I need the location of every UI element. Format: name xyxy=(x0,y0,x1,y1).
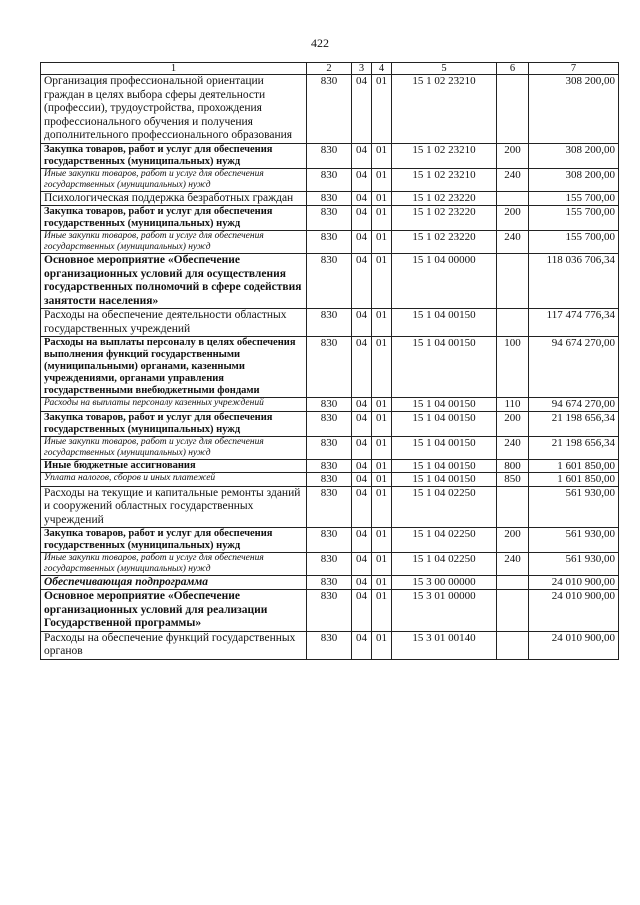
column-header-1: 1 xyxy=(41,63,307,75)
row-name-cell: Расходы на обеспечение функций государственных органов xyxy=(41,631,307,659)
row-name-cell: Основное мероприятие «Обеспечение организационных условий для реализации Государственной программы» xyxy=(41,590,307,632)
table-row xyxy=(41,631,619,659)
row-amount-cell: 94 674 270,00 xyxy=(529,337,619,398)
row-expense-type-cell: 240 xyxy=(497,231,529,254)
table-row xyxy=(41,553,619,576)
row-target-article-cell: 15 1 04 02250 xyxy=(392,486,497,528)
row-name-cell: Иные закупки товаров, работ и услуг для обеспечения государственных (муниципальных) нужд xyxy=(41,436,307,459)
row-target-article-cell: 15 3 01 00140 xyxy=(392,631,497,659)
row-amount-cell: 155 700,00 xyxy=(529,191,619,206)
row-section-cell: 04 xyxy=(352,254,372,309)
row-expense-type-cell xyxy=(497,590,529,632)
row-amount-cell: 24 010 900,00 xyxy=(529,590,619,632)
row-expense-type-cell xyxy=(497,576,529,590)
row-subsection-cell: 01 xyxy=(372,631,392,659)
row-target-article-cell: 15 1 04 00150 xyxy=(392,459,497,473)
row-target-article-cell: 15 1 04 02250 xyxy=(392,528,497,553)
row-code-cell: 830 xyxy=(307,337,352,398)
row-expense-type-cell: 800 xyxy=(497,459,529,473)
row-section-cell: 04 xyxy=(352,459,372,473)
row-target-article-cell: 15 1 04 00150 xyxy=(392,436,497,459)
row-amount-cell: 561 930,00 xyxy=(529,486,619,528)
column-header-3: 3 xyxy=(352,63,372,75)
row-code-cell: 830 xyxy=(307,231,352,254)
row-expense-type-cell: 200 xyxy=(497,411,529,436)
row-target-article-cell: 15 1 02 23210 xyxy=(392,75,497,144)
row-target-article-cell: 15 1 04 00000 xyxy=(392,254,497,309)
row-section-cell: 04 xyxy=(352,473,372,487)
row-subsection-cell: 01 xyxy=(372,590,392,632)
row-subsection-cell: 01 xyxy=(372,411,392,436)
table-row xyxy=(41,168,619,191)
row-code-cell: 830 xyxy=(307,168,352,191)
row-expense-type-cell xyxy=(497,75,529,144)
row-amount-cell: 21 198 656,34 xyxy=(529,411,619,436)
row-code-cell: 830 xyxy=(307,398,352,412)
row-expense-type-cell: 240 xyxy=(497,168,529,191)
row-name-cell: Расходы на обеспечение деятельности областных государственных учреждений xyxy=(41,309,307,337)
row-subsection-cell: 01 xyxy=(372,254,392,309)
row-target-article-cell: 15 3 00 00000 xyxy=(392,576,497,590)
row-target-article-cell: 15 1 04 00150 xyxy=(392,411,497,436)
row-subsection-cell: 01 xyxy=(372,191,392,206)
row-amount-cell: 94 674 270,00 xyxy=(529,398,619,412)
row-target-article-cell: 15 1 04 00150 xyxy=(392,337,497,398)
row-amount-cell: 24 010 900,00 xyxy=(529,576,619,590)
row-subsection-cell: 01 xyxy=(372,576,392,590)
row-name-cell: Иные закупки товаров, работ и услуг для обеспечения государственных (муниципальных) нужд xyxy=(41,168,307,191)
column-header-4: 4 xyxy=(372,63,392,75)
row-target-article-cell: 15 1 04 00150 xyxy=(392,398,497,412)
row-amount-cell: 561 930,00 xyxy=(529,553,619,576)
row-subsection-cell: 01 xyxy=(372,206,392,231)
row-target-article-cell: 15 3 01 00000 xyxy=(392,590,497,632)
table-row xyxy=(41,337,619,398)
row-subsection-cell: 01 xyxy=(372,436,392,459)
column-header-7: 7 xyxy=(529,63,619,75)
row-code-cell: 830 xyxy=(307,411,352,436)
row-amount-cell: 308 200,00 xyxy=(529,168,619,191)
row-target-article-cell: 15 1 04 02250 xyxy=(392,553,497,576)
row-section-cell: 04 xyxy=(352,337,372,398)
table-row xyxy=(41,436,619,459)
column-header-6: 6 xyxy=(497,63,529,75)
row-code-cell: 830 xyxy=(307,590,352,632)
row-code-cell: 830 xyxy=(307,473,352,487)
row-section-cell: 04 xyxy=(352,143,372,168)
row-name-cell: Иные бюджетные ассигнования xyxy=(41,459,307,473)
table-row xyxy=(41,254,619,309)
row-amount-cell: 117 474 776,34 xyxy=(529,309,619,337)
row-code-cell: 830 xyxy=(307,576,352,590)
row-target-article-cell: 15 1 02 23220 xyxy=(392,206,497,231)
row-code-cell: 830 xyxy=(307,528,352,553)
table-body xyxy=(41,63,619,660)
row-subsection-cell: 01 xyxy=(372,398,392,412)
row-target-article-cell: 15 1 02 23220 xyxy=(392,191,497,206)
table-row xyxy=(41,231,619,254)
row-section-cell: 04 xyxy=(352,168,372,191)
row-name-cell: Уплата налогов, сборов и иных платежей xyxy=(41,473,307,487)
row-amount-cell: 155 700,00 xyxy=(529,231,619,254)
row-section-cell: 04 xyxy=(352,398,372,412)
row-subsection-cell: 01 xyxy=(372,309,392,337)
row-subsection-cell: 01 xyxy=(372,459,392,473)
row-code-cell: 830 xyxy=(307,254,352,309)
row-name-cell: Основное мероприятие «Обеспечение организационных условий для осуществления государственных полномочий в сфере содействия занятости населения» xyxy=(41,254,307,309)
row-subsection-cell: 01 xyxy=(372,528,392,553)
row-expense-type-cell: 240 xyxy=(497,436,529,459)
row-amount-cell: 155 700,00 xyxy=(529,206,619,231)
row-name-cell: Расходы на текущие и капитальные ремонты зданий и сооружений областных государственных учреждений xyxy=(41,486,307,528)
row-code-cell: 830 xyxy=(307,459,352,473)
row-target-article-cell: 15 1 04 00150 xyxy=(392,473,497,487)
row-subsection-cell: 01 xyxy=(372,473,392,487)
row-name-cell: Закупка товаров, работ и услуг для обеспечения государственных (муниципальных) нужд xyxy=(41,411,307,436)
row-amount-cell: 308 200,00 xyxy=(529,143,619,168)
row-expense-type-cell: 850 xyxy=(497,473,529,487)
table-row xyxy=(41,191,619,206)
row-expense-type-cell: 110 xyxy=(497,398,529,412)
row-section-cell: 04 xyxy=(352,309,372,337)
row-code-cell: 830 xyxy=(307,309,352,337)
row-code-cell: 830 xyxy=(307,191,352,206)
row-name-cell: Иные закупки товаров, работ и услуг для обеспечения государственных (муниципальных) нужд xyxy=(41,231,307,254)
row-section-cell: 04 xyxy=(352,486,372,528)
table-row xyxy=(41,398,619,412)
row-code-cell: 830 xyxy=(307,553,352,576)
row-amount-cell: 561 930,00 xyxy=(529,528,619,553)
row-name-cell: Расходы на выплаты персоналу казенных учреждений xyxy=(41,398,307,412)
row-amount-cell: 308 200,00 xyxy=(529,75,619,144)
table-row xyxy=(41,411,619,436)
row-section-cell: 04 xyxy=(352,206,372,231)
table-row xyxy=(41,590,619,632)
row-section-cell: 04 xyxy=(352,528,372,553)
row-target-article-cell: 15 1 02 23220 xyxy=(392,231,497,254)
row-name-cell: Иные закупки товаров, работ и услуг для обеспечения государственных (муниципальных) нужд xyxy=(41,553,307,576)
row-code-cell: 830 xyxy=(307,631,352,659)
header-row xyxy=(41,63,619,75)
row-expense-type-cell: 200 xyxy=(497,206,529,231)
row-section-cell: 04 xyxy=(352,631,372,659)
row-subsection-cell: 01 xyxy=(372,143,392,168)
row-subsection-cell: 01 xyxy=(372,337,392,398)
row-section-cell: 04 xyxy=(352,411,372,436)
row-expense-type-cell: 100 xyxy=(497,337,529,398)
column-header-2: 2 xyxy=(307,63,352,75)
row-code-cell: 830 xyxy=(307,436,352,459)
row-expense-type-cell: 200 xyxy=(497,528,529,553)
row-section-cell: 04 xyxy=(352,191,372,206)
row-target-article-cell: 15 1 02 23210 xyxy=(392,168,497,191)
page-number: 422 xyxy=(311,36,329,50)
row-amount-cell: 21 198 656,34 xyxy=(529,436,619,459)
row-amount-cell: 24 010 900,00 xyxy=(529,631,619,659)
row-name-cell: Психологическая поддержка безработных граждан xyxy=(41,191,307,206)
table-row xyxy=(41,309,619,337)
column-header-5: 5 xyxy=(392,63,497,75)
row-expense-type-cell xyxy=(497,631,529,659)
row-section-cell: 04 xyxy=(352,231,372,254)
row-subsection-cell: 01 xyxy=(372,231,392,254)
row-section-cell: 04 xyxy=(352,553,372,576)
row-section-cell: 04 xyxy=(352,436,372,459)
row-subsection-cell: 01 xyxy=(372,553,392,576)
budget-table xyxy=(40,62,619,660)
row-code-cell: 830 xyxy=(307,75,352,144)
row-expense-type-cell xyxy=(497,486,529,528)
row-name-cell: Закупка товаров, работ и услуг для обеспечения государственных (муниципальных) нужд xyxy=(41,528,307,553)
row-subsection-cell: 01 xyxy=(372,168,392,191)
row-subsection-cell: 01 xyxy=(372,75,392,144)
row-code-cell: 830 xyxy=(307,206,352,231)
table-row xyxy=(41,528,619,553)
row-target-article-cell: 15 1 04 00150 xyxy=(392,309,497,337)
row-amount-cell: 1 601 850,00 xyxy=(529,473,619,487)
table-row xyxy=(41,206,619,231)
table-row xyxy=(41,143,619,168)
row-expense-type-cell xyxy=(497,191,529,206)
row-subsection-cell: 01 xyxy=(372,486,392,528)
row-section-cell: 04 xyxy=(352,75,372,144)
row-expense-type-cell xyxy=(497,309,529,337)
table-row xyxy=(41,75,619,144)
row-amount-cell: 1 601 850,00 xyxy=(529,459,619,473)
table-row xyxy=(41,486,619,528)
row-expense-type-cell: 200 xyxy=(497,143,529,168)
row-name-cell: Закупка товаров, работ и услуг для обеспечения государственных (муниципальных) нужд xyxy=(41,206,307,231)
row-expense-type-cell xyxy=(497,254,529,309)
row-section-cell: 04 xyxy=(352,576,372,590)
row-name-cell: Обеспечивающая подпрограмма xyxy=(41,576,307,590)
row-name-cell: Закупка товаров, работ и услуг для обеспечения государственных (муниципальных) нужд xyxy=(41,143,307,168)
row-name-cell: Организация профессиональной ориентации граждан в целях выбора сферы деятельности (профессии), трудоустройства, прохождения профессионального обучения и получения дополнительного профессионального образования xyxy=(41,75,307,144)
table-row xyxy=(41,576,619,590)
row-expense-type-cell: 240 xyxy=(497,553,529,576)
row-amount-cell: 118 036 706,34 xyxy=(529,254,619,309)
row-name-cell: Расходы на выплаты персоналу в целях обеспечения выполнения функций государственными (муниципальными) органами, казенными учреждениями, органами управления государственными внебюджетными фондами xyxy=(41,337,307,398)
row-section-cell: 04 xyxy=(352,590,372,632)
table-row xyxy=(41,459,619,473)
row-code-cell: 830 xyxy=(307,143,352,168)
row-target-article-cell: 15 1 02 23210 xyxy=(392,143,497,168)
row-code-cell: 830 xyxy=(307,486,352,528)
table-row xyxy=(41,473,619,487)
